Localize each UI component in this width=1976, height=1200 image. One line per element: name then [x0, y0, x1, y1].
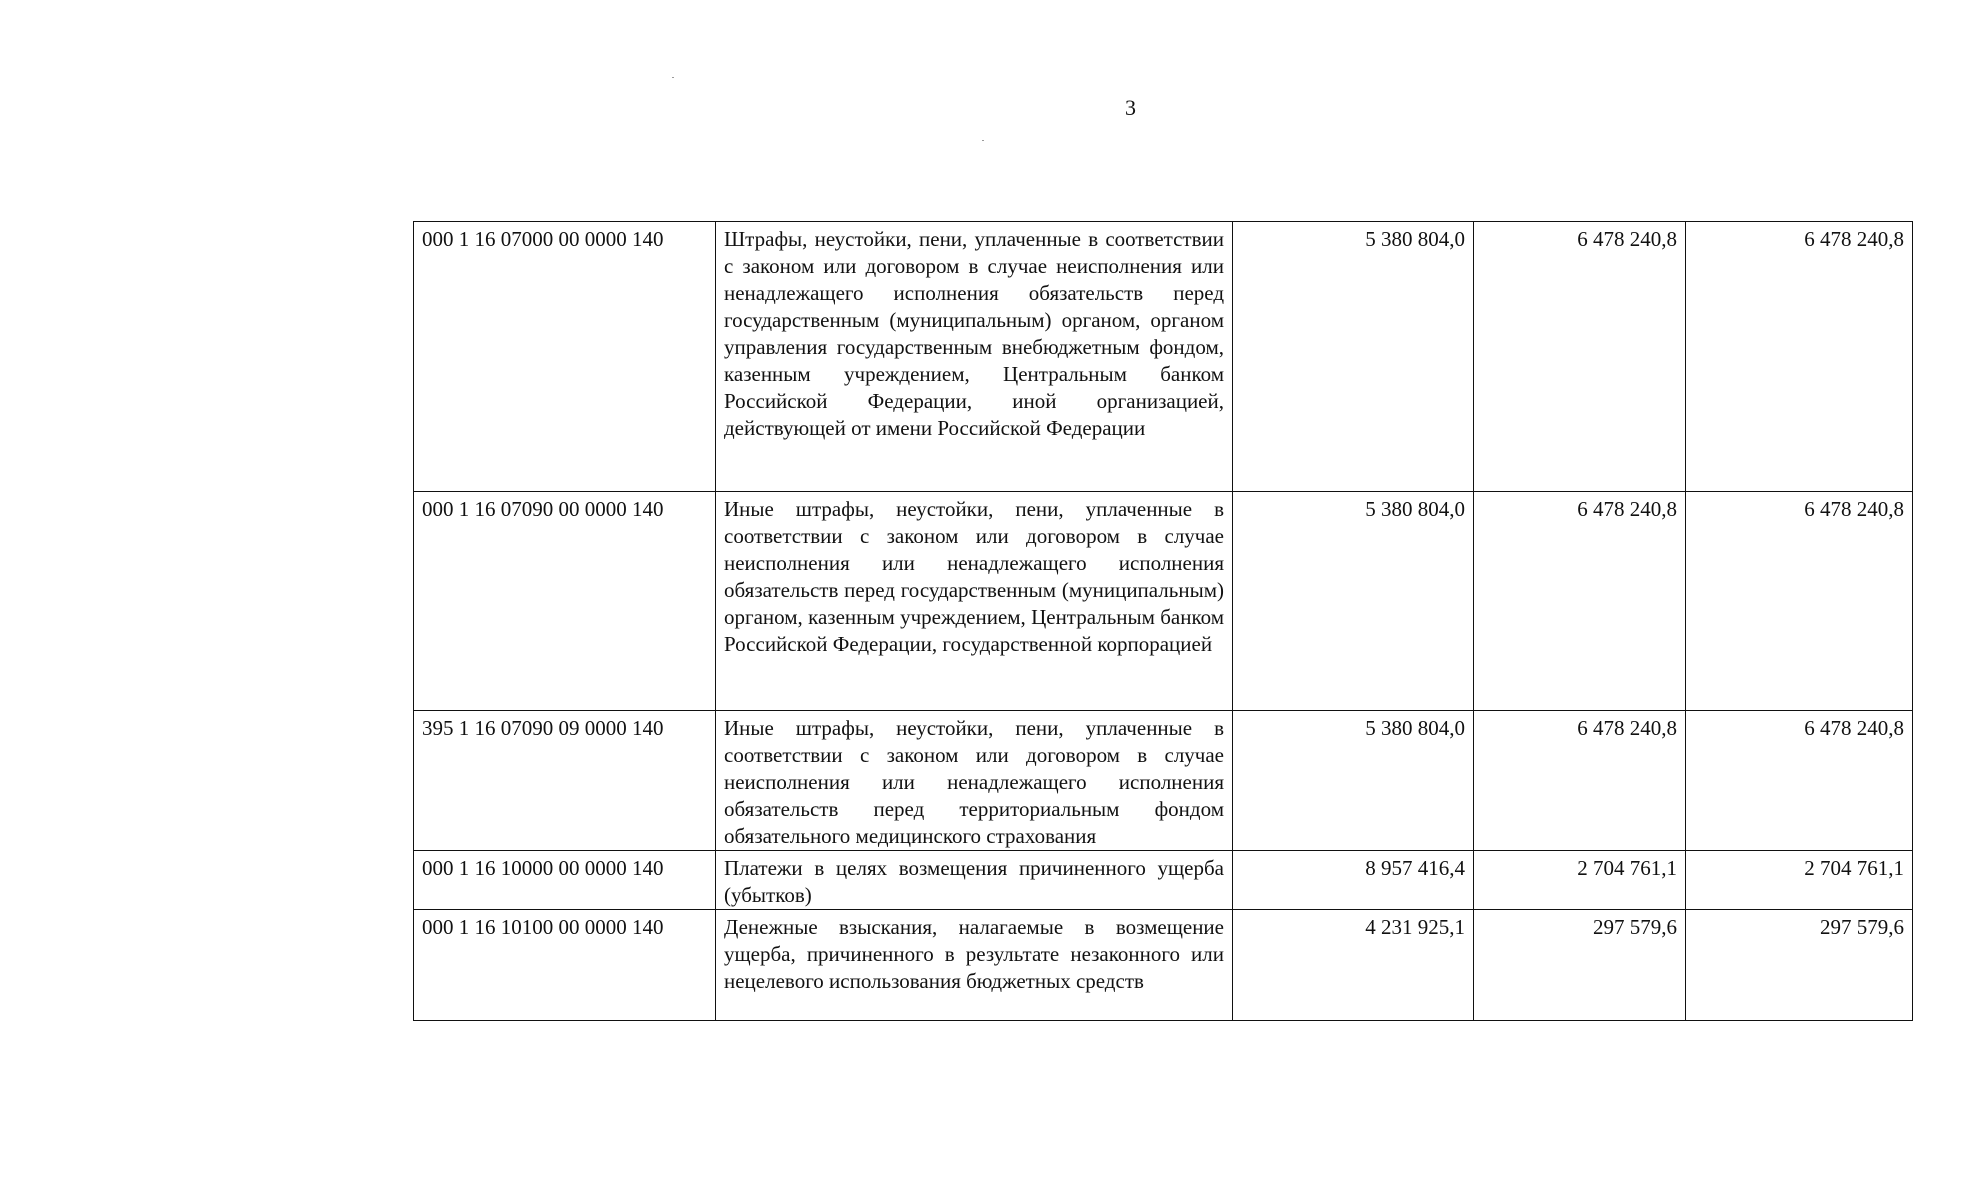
amount-cell-2: 6 478 240,8	[1474, 711, 1686, 851]
revenue-description: Денежные взыскания, налагаемые в возмещение ущерба, причиненного в результате незаконного или нецелевого использования бюджетных средств	[716, 910, 1233, 1021]
amount-cell-2: 6 478 240,8	[1474, 222, 1686, 492]
amount-cell-3: 6 478 240,8	[1686, 711, 1913, 851]
amount-cell-2: 297 579,6	[1474, 910, 1686, 1021]
amount-cell-2: 6 478 240,8	[1474, 492, 1686, 711]
amount-cell-3: 6 478 240,8	[1686, 492, 1913, 711]
amount-cell-3: 297 579,6	[1686, 910, 1913, 1021]
amount-cell-3: 2 704 761,1	[1686, 851, 1913, 910]
budget-classification-code: 000 1 16 10000 00 0000 140	[414, 851, 716, 910]
table-row	[414, 851, 1913, 910]
budget-classification-code: 000 1 16 07090 00 0000 140	[414, 492, 716, 711]
table-row	[414, 711, 1913, 851]
amount-cell-3: 6 478 240,8	[1686, 222, 1913, 492]
amount-cell-1: 5 380 804,0	[1233, 222, 1474, 492]
scan-artifact	[982, 140, 984, 141]
revenue-description: Иные штрафы, неустойки, пени, уплаченные в соответствии с законом или договором в случае неисполнения или ненадлежащего исполнения обязательств перед территориальным фондом обязательного медицинского страхования	[716, 711, 1233, 851]
revenue-description: Штрафы, неустойки, пени, уплаченные в соответствии с законом или договором в случае неисполнения или ненадлежащего исполнения обязательств перед государственным (муниципальным) органом, органом управления государственным внебюджетным фондом, казенным учреждением, Центральным банком Российской Федерации, иной организацией, действующей от имени Российской Федерации	[716, 222, 1233, 492]
table-row	[414, 492, 1913, 711]
scan-artifact	[672, 77, 674, 78]
budget-classification-code: 395 1 16 07090 09 0000 140	[414, 711, 716, 851]
budget-revenue-table	[413, 221, 1913, 1021]
amount-cell-2: 2 704 761,1	[1474, 851, 1686, 910]
amount-cell-1: 8 957 416,4	[1233, 851, 1474, 910]
budget-classification-code: 000 1 16 10100 00 0000 140	[414, 910, 716, 1021]
revenue-description: Платежи в целях возмещения причиненного ущерба (убытков)	[716, 851, 1233, 910]
page-number: 3	[1125, 95, 1136, 120]
table-row	[414, 910, 1913, 1021]
amount-cell-1: 4 231 925,1	[1233, 910, 1474, 1021]
budget-classification-code: 000 1 16 07000 00 0000 140	[414, 222, 716, 492]
amount-cell-1: 5 380 804,0	[1233, 492, 1474, 711]
amount-cell-1: 5 380 804,0	[1233, 711, 1474, 851]
table-row	[414, 222, 1913, 492]
revenue-description: Иные штрафы, неустойки, пени, уплаченные в соответствии с законом или договором в случае неисполнения или ненадлежащего исполнения обязательств перед государственным (муниципальным) органом, казенным учреждением, Центральным банком Российской Федерации, государственной корпорацией	[716, 492, 1233, 711]
